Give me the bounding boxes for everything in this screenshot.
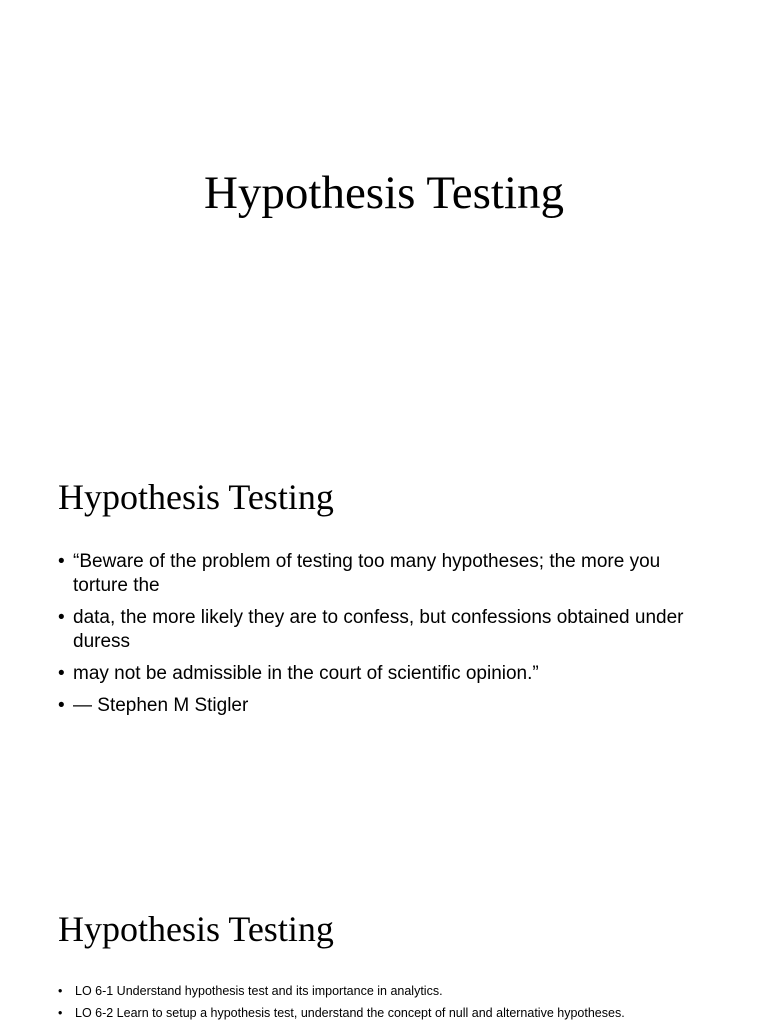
bullet-text: LO 6-1 Understand hypothesis test and its importance in analytics. [75,984,443,998]
bullet-item [58,694,698,718]
bullet-icon: • [58,695,65,716]
slide-title: Hypothesis Testing [58,477,334,517]
bullet-item [58,1005,748,1021]
bullet-icon: • [58,984,63,998]
bullet-list [58,550,698,726]
bullet-item [58,550,698,598]
bullet-icon: • [58,663,65,684]
slide-title: Hypothesis Testing [203,167,565,219]
bullet-text: may not be admissible in the court of scientific opinion.” [73,663,539,684]
bullet-text: data, the more likely they are to confess, but confessions obtained under duress [73,607,684,652]
bullet-icon: • [58,551,65,572]
bullet-item [58,662,698,686]
bullet-text: “Beware of the problem of testing too many hypotheses; the more you torture the [73,551,661,596]
slide-title: Hypothesis Testing [58,909,334,949]
bullet-icon: • [58,607,65,628]
learning-objectives-slide [0,864,768,1024]
bullet-item [58,606,698,654]
bullet-text: — Stephen M Stigler [73,695,249,716]
quote-slide [0,432,768,864]
bullet-item [58,983,748,999]
bullet-text: LO 6-2 Learn to setup a hypothesis test, understand the concept of null and alternative hypotheses. [75,1006,625,1020]
bullet-list [58,983,748,1027]
bullet-icon: • [58,1006,63,1020]
title-slide [0,0,768,432]
